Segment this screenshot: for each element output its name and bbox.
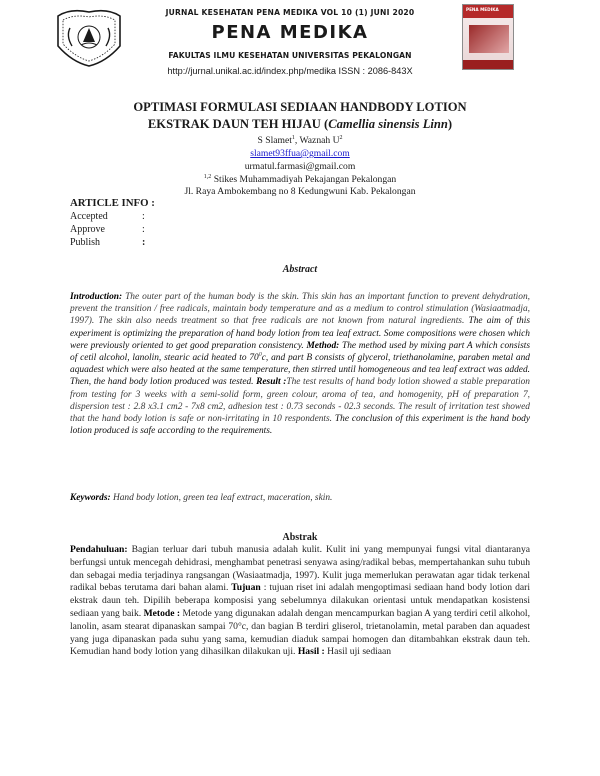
accepted-row: Accepted : bbox=[70, 211, 145, 222]
cover-title: PENA MEDIKA bbox=[466, 7, 499, 12]
author-2: Waznah U bbox=[299, 135, 340, 146]
author-1: S Slamet bbox=[257, 135, 292, 146]
cover-footer-band bbox=[463, 60, 513, 69]
email-2: urmatul.farmasi@gmail.com bbox=[244, 161, 356, 172]
abstract-indonesian: Pendahuluan: Bagian terluar dari tubuh manusia adalah kulit. Kulit ini yang mempunyai fungsi vital diantaranya berfungsi untuk mencegah dehidrasi, menghambat penetrasi senyawa asing/radikal bebas, mempertahankan suhu tubuh dan sebagai media terjadinya rangsangan (Wasiaatmadja, 1997). Kulit juga memerlukan perawatan agar tidak terkenal radikal bebas terutama dari bahan alami. Tujuan : tujuan riset ini adalah mengoptimasi sediaan hand body lotion dari ekstrak daun teh. Dipilih beberapa komposisi yang sebelumnya dilakukan orientasi untuk mendapatkan kosistensi sediaan yang baik. Metode : Metode yang digunakan adalah dengan mencampurkan bagian A yang terdiri cetil alkohol, lanolin, asam stearat dipanaskan sampai 70°c, dan bagian B terdiri gliserol, trietanolamin, metal paraben dan aquadest yang juga dipanaskan pada suhu yang sama, kemudian diaduk sampai homogen dan ditambahkan ekstrak daun teh. Kemudian hand body lotion yang dihasilkan dilakukan uji. Hasil : Hasil uji sediaan bbox=[70, 544, 530, 658]
affiliation-address: Jl. Raya Ambokembang no 8 Kedungwuni Kab. Pekalongan bbox=[184, 186, 416, 197]
email-link-1[interactable]: slamet93ffua@gmail.com bbox=[250, 148, 350, 159]
journal-url-link[interactable]: http://jurnal.unikal.ac.id/index.php/medika bbox=[167, 66, 336, 76]
abstrak-heading: Abstrak bbox=[282, 532, 318, 543]
abstract-english: Introduction: The outer part of the human body is the skin. This skin has an important function to prevent dehydration, prevent the transition / free radicals, maintain body temperature and as a medium to control stimulation (Wasiaatmadja, 1997). The skin also needs treatment so that free radicals are not known from natural ingredients. The aim of this experiment is optimizing the preparation of hand body lotion from tea leaf extract. Some compositions were chosen which were previously oriented to get good preparation consistency. Method: The method used by mixing part A which consists of cetil alcohol, lanolin, stearic acid heated to $70^0c$, and part B consists of glycerol, triethanolamine, paraben metal and aquadest which were also heated at the same temperature, then stirred until homogeneous and tea leaf extract was added. Then, the hand body lotion produced was tested. Result :The test results of hand body lotion showed a stable preparation from testing for 3 weeks with a semi-solid form, green colour, aroma of tea, and homogenity, pH of preparation 7, dispersion test : 2.8 x3.1 cm2 - 7x8 cm2, adhesion test : 0.73 seconds - 02.3 seconds. The result of irritation test showed that the hand body lotion is safe or non-irritating in 10 respondents. The conclusion of this experiment is the hand body lotion produced is safe according to the requirements. bbox=[70, 292, 530, 437]
publish-row: Publish : bbox=[70, 237, 146, 248]
approve-row: Approve : bbox=[70, 224, 145, 235]
keywords: Keywords: Hand body lotion, green tea leaf extract, maceration, skin. bbox=[70, 493, 333, 503]
journal-cover-thumbnail bbox=[462, 4, 514, 70]
faculty-name: FAKULTAS ILMU KESEHATAN UNIVERSITAS PEKALONGAN bbox=[168, 51, 412, 60]
species-name: Camellia sinensis Linn bbox=[328, 117, 448, 131]
journal-url-line bbox=[140, 66, 440, 76]
paper-title-line-2: EKSTRAK DAUN TEH HIJAU (Camellia sinensis Linn) bbox=[147, 117, 453, 131]
cover-image bbox=[469, 25, 509, 53]
author-list: S Slamet$^1$, Waznah $U^2$ bbox=[257, 134, 343, 146]
journal-brand-title: PENA MEDIKA bbox=[211, 22, 369, 43]
article-info-heading: ARTICLE INFO : bbox=[70, 197, 155, 209]
issn-text: ISSN : 2086-843X bbox=[338, 66, 413, 76]
journal-volume-line: JURNAL KESEHATAN PENA MEDIKA VOL 10 (1) JUNI 2020 bbox=[165, 8, 415, 17]
affiliation: $^{1,2}$ Stikes Muhammadiyah Pekajangan Pekalongan bbox=[203, 173, 397, 185]
abstract-heading: Abstract bbox=[282, 264, 318, 275]
paper-title-line-1: OPTIMASI FORMULASI SEDIAAN HANDBODY LOTION bbox=[133, 100, 467, 114]
university-seal-logo bbox=[50, 6, 128, 68]
